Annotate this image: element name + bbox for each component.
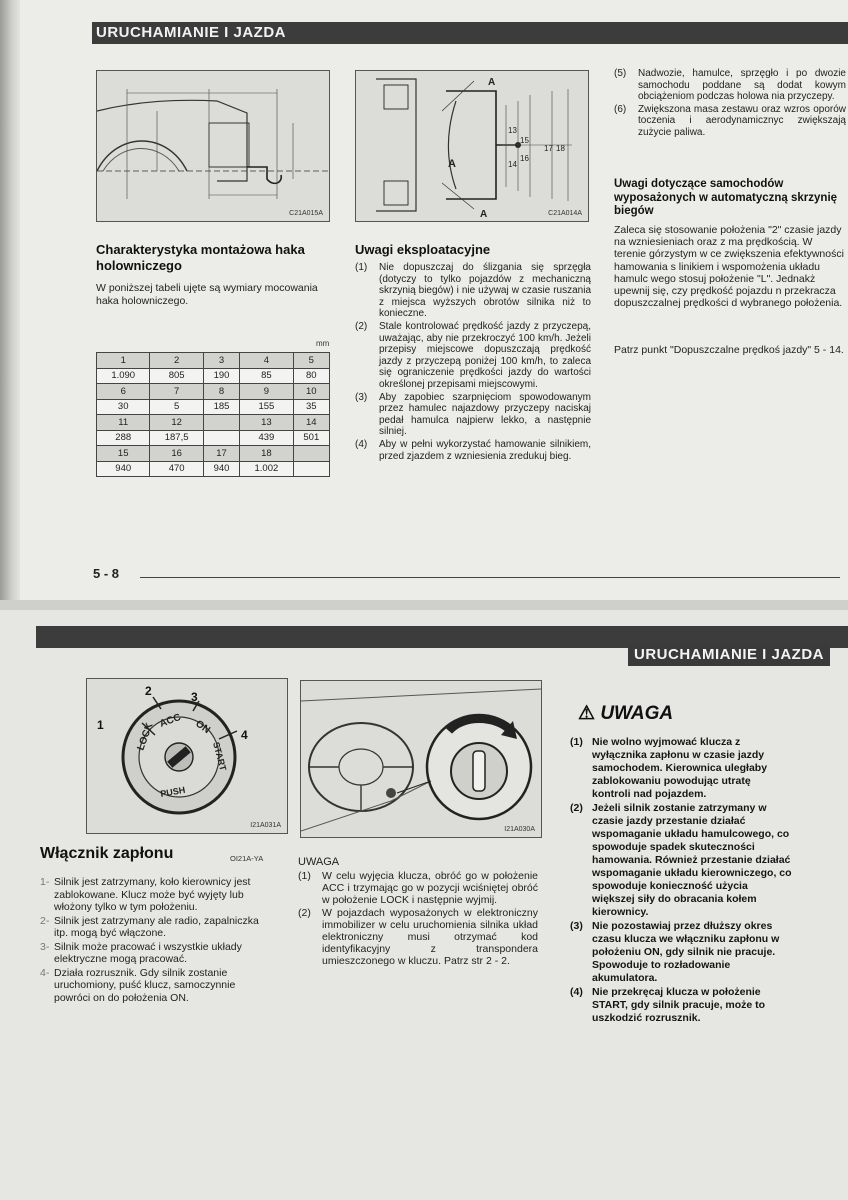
table-row xyxy=(97,461,330,477)
item-text: Działa rozrusznik. Gdy silnik zostanie uruchomiony, puść klucz, samoczynnie powróci on do położenia ON. xyxy=(54,966,236,1004)
ignition-switch-figure xyxy=(86,678,288,834)
automatic-gearbox-text: Zaleca się stosowanie położenia "2" czasie jazdy na wzniesieniach oraz z ma prędkością. W terenie górzystym w ce zwiększenia efektywności hamowania s linikiem i wspomożenia układu hamulc wego stosuj położenie "L". Jednakż upewnij się, czy prędkość pojazdu n przekracza dopuszczalnej prędkości d wybranego położenia. xyxy=(614,224,844,310)
ignition-heading: Włącznik zapłonu xyxy=(40,845,174,862)
fig3-label-4: 4 xyxy=(241,728,248,742)
table-row xyxy=(97,446,330,462)
item-number: 4- xyxy=(40,966,50,979)
item-text: Nie wolno wyjmować klucza z wyłącznika zapłonu w czasie jazdy samochodem. Kierownica uległaby zablokowaniu powodując utratę kontroli nad pojazdem. xyxy=(592,736,768,800)
table-cell xyxy=(203,415,239,431)
table-cell: 470 xyxy=(150,461,203,477)
fig2-label-15: 15 xyxy=(520,136,529,145)
list-item xyxy=(355,439,591,462)
item-number: (3) xyxy=(570,920,583,932)
table-row xyxy=(97,368,330,384)
item-number: (3) xyxy=(355,391,368,403)
list-item xyxy=(40,967,272,1005)
dashboard-key-figure xyxy=(300,680,542,838)
table-row xyxy=(97,353,330,369)
warning-list xyxy=(570,736,792,1026)
table-cell: 30 xyxy=(97,399,150,415)
table-cell: 85 xyxy=(240,368,293,384)
list-item xyxy=(614,68,846,103)
fig2-label-a-mid: A xyxy=(448,158,456,170)
note-heading: UWAGA xyxy=(298,856,340,868)
item-number: (1) xyxy=(570,736,583,748)
warning-title-text: UWAGA xyxy=(600,703,674,724)
fig2-label-a-bottom: A xyxy=(480,209,488,220)
list-item xyxy=(40,941,272,966)
fig3-label-1: 1 xyxy=(97,718,104,732)
note-list xyxy=(298,870,538,968)
tow-hook-top-figure xyxy=(355,70,589,222)
switch-push-label: PUSH xyxy=(159,784,186,799)
item-text: W pojazdach wyposażonych w elektroniczny immobilizer w celu uruchomienia silnika układ elektroniczny musi otrzymać kod identyfikacyjny z transpondera umieszczonego w kluczu. Patrz str 2 - 2. xyxy=(322,907,538,967)
warning-title xyxy=(578,702,673,725)
fig2-label-14: 14 xyxy=(508,160,517,169)
item-number: 2- xyxy=(40,914,50,927)
fig2-label-18: 18 xyxy=(556,144,565,153)
table-cell: 12 xyxy=(150,415,203,431)
list-item xyxy=(570,920,792,985)
table-cell: 155 xyxy=(240,399,293,415)
item-number: (1) xyxy=(355,262,368,273)
item-number: (1) xyxy=(298,870,311,882)
item-text: Silnik może pracować i wszystkie układy elektryczne mogą pracować. xyxy=(54,940,242,965)
fig3-label-2: 2 xyxy=(145,684,152,698)
figure-code: I21A030A xyxy=(504,826,535,833)
item-number: (5) xyxy=(614,68,627,79)
fig2-label-a-top: A xyxy=(488,77,496,88)
table-cell: 8 xyxy=(203,384,239,400)
page-gap xyxy=(0,600,848,610)
table-cell: 18 xyxy=(240,446,293,462)
table-cell: 439 xyxy=(240,430,293,446)
item-number: (4) xyxy=(355,438,368,450)
table-cell: 4 xyxy=(240,353,293,369)
table-cell: 7 xyxy=(150,384,203,400)
ignition-positions-list xyxy=(40,876,272,1005)
switch-pos-start: START xyxy=(211,740,229,772)
item-text: Nadwozie, hamulce, sprzęgło i po dwozie samochodu poddane są dodat kowym obciążeniom podczas holowa nia przyczepy. xyxy=(638,68,846,103)
list-item xyxy=(40,915,272,940)
item-text: Nie dopuszczaj do ślizgania się sprzęgła (dotyczy to tylko pojazdów z mechaniczną skrzynią biegów) i nie używaj w czasie ruszania z miejsca wyższych obrotów silnika niż to konieczne. xyxy=(379,262,591,320)
item-number: 1- xyxy=(40,876,50,888)
table-cell: 15 xyxy=(97,446,150,462)
item-text: Stale kontrolować prędkość jazdy z przyczepą, uważając, aby nie przekroczyć 100 km/h. Jeżeli przepisy miejscowe dopuszczają prędkość jazdy z przyczepą poniżej 100 km/h, to zaleca się ograniczenie prędkości jazdy do wartości określonej przepisami miejscowymi. xyxy=(379,320,591,390)
fig3-label-3: 3 xyxy=(191,690,198,704)
list-item xyxy=(298,907,538,967)
item-text: Nie przekręcaj klucza w położenie START, gdy silnik pracuje, może to uszkodzić rozrusznik. xyxy=(592,986,766,1024)
table-cell: 17 xyxy=(203,446,239,462)
switch-pos-lock: LOCK xyxy=(135,721,156,753)
operating-notes-heading: Uwagi eksploatacyjne xyxy=(355,242,491,257)
ignition-code: OI21A-YA xyxy=(230,854,264,863)
switch-pos-acc: ACC xyxy=(158,712,183,730)
table-cell: 11 xyxy=(97,415,150,431)
item-number: (6) xyxy=(614,103,627,115)
table-cell xyxy=(203,430,239,446)
list-item xyxy=(570,736,792,801)
item-text: W celu wyjęcia klucza, obróć go w położenie ACC i trzymając go w pozycji wciśniętej obróć w położenie LOCK i następnie wyjmij. xyxy=(322,870,538,906)
table-row xyxy=(97,384,330,400)
section-header: URUCHAMIANIE I JAZDA xyxy=(96,24,286,41)
list-item xyxy=(355,321,591,391)
table-row xyxy=(97,399,330,415)
list-item xyxy=(614,104,846,139)
item-number: 3- xyxy=(40,940,50,953)
table-cell: 2 xyxy=(150,353,203,369)
table-cell: 190 xyxy=(203,368,239,384)
warning-triangle-icon: ⚠ xyxy=(578,703,596,724)
table-cell: 80 xyxy=(293,368,329,384)
item-number: (2) xyxy=(355,320,368,332)
table-cell: 9 xyxy=(240,384,293,400)
automatic-gearbox-heading: Uwagi dotyczące samochodów wyposażonych w automatyczną skrzynię biegów xyxy=(614,178,838,217)
table-cell: 10 xyxy=(293,384,329,400)
table-cell: 187,5 xyxy=(150,430,203,446)
table-cell: 16 xyxy=(150,446,203,462)
item-text: Aby zapobiec szarpnięciom spowodowanym przez hamulec najazdowy przyczepy naciskaj pedał hamulca najpierw lekko, a następnie silniej. xyxy=(379,391,591,438)
table-cell: 940 xyxy=(203,461,239,477)
list-item xyxy=(355,262,591,320)
list-item xyxy=(570,802,792,919)
page-number: 5 - 8 xyxy=(93,566,120,581)
manual-page-bottom xyxy=(0,600,848,1200)
operating-notes-list xyxy=(355,262,591,463)
table-cell: 5 xyxy=(293,353,329,369)
table-cell: 6 xyxy=(97,384,150,400)
table-row xyxy=(97,430,330,446)
switch-pos-on: ON xyxy=(193,718,212,737)
tow-hook-top-drawing xyxy=(356,71,588,221)
table-unit: mm xyxy=(316,339,330,348)
fig2-label-17: 17 xyxy=(544,144,553,153)
list-item xyxy=(298,870,538,906)
right-notes-list xyxy=(614,68,846,140)
table-cell: 185 xyxy=(203,399,239,415)
item-number: (2) xyxy=(298,907,311,919)
table-cell: 940 xyxy=(97,461,150,477)
table-cell: 1.002 xyxy=(240,461,293,477)
tow-hook-dimensions-table xyxy=(96,352,330,477)
figure-code: I21A031A xyxy=(250,822,281,829)
footer-rule xyxy=(140,577,840,578)
fig2-label-16: 16 xyxy=(520,154,529,163)
item-text: Silnik jest zatrzymany ale radio, zapalniczka itp. mogą być włączone. xyxy=(54,914,259,939)
automatic-gearbox-ref: Patrz punkt "Dopuszczalne prędkoś jazdy" 5 - 14. xyxy=(614,344,844,356)
item-number: (4) xyxy=(570,986,583,998)
table-cell: 13 xyxy=(240,415,293,431)
table-cell: 14 xyxy=(293,415,329,431)
table-row xyxy=(97,415,330,431)
table-cell: 1.090 xyxy=(97,368,150,384)
table-cell: 3 xyxy=(203,353,239,369)
item-text: Zwiększona masa zestawu oraz wzros oporów toczenia i aerodynamicznyc zwiększają zużycie paliwa. xyxy=(638,103,846,138)
figure-code: C21A014A xyxy=(548,210,582,217)
dashboard-key-drawing xyxy=(301,681,541,837)
table-cell: 288 xyxy=(97,430,150,446)
tow-hook-side-figure xyxy=(96,70,330,222)
table-cell: 1 xyxy=(97,353,150,369)
figure-code: C21A015A xyxy=(289,210,323,217)
item-text: Silnik jest zatrzymany, koło kierownicy jest zablokowane. Klucz może być wyjęty lub włożony tylko w tym położeniu. xyxy=(54,876,251,913)
list-item xyxy=(355,392,591,438)
tow-hook-intro: W poniższej tabeli ujęte są wymiary mocowania haka holowniczego. xyxy=(96,282,318,307)
tow-hook-heading: Charakterystyka montażowa haka holowniczego xyxy=(96,242,305,273)
table-cell xyxy=(293,461,329,477)
ignition-switch-drawing xyxy=(87,679,287,833)
tow-hook-side-drawing xyxy=(97,71,329,221)
item-text: Jeżeli silnik zostanie zatrzymany w czasie jazdy przestanie działać wspomaganie układu hamulcowego, co spowoduje spadek skuteczności hamowania. Również przestanie działać wspomaganie układu kierowniczego, co spowoduje konieczność użycia większej siły do obracania kołem kierownicy. xyxy=(592,802,792,918)
table-cell xyxy=(293,446,329,462)
item-number: (2) xyxy=(570,802,583,814)
list-item xyxy=(40,876,272,914)
item-text: Aby w pełni wykorzystać hamowanie silnikiem, przed zjazdem z wzniesienia zredukuj bieg. xyxy=(379,438,591,462)
page-spine-shadow xyxy=(0,0,20,600)
table-cell: 805 xyxy=(150,368,203,384)
table-cell: 5 xyxy=(150,399,203,415)
list-item xyxy=(570,986,792,1025)
fig2-label-13: 13 xyxy=(508,126,517,135)
table-cell: 501 xyxy=(293,430,329,446)
table-cell: 35 xyxy=(293,399,329,415)
section-header: URUCHAMIANIE I JAZDA xyxy=(628,644,830,666)
item-text: Nie pozostawiaj przez dłuższy okres czasu klucza we włączniku zapłonu w położeniu ON, gdy silnik nie pracuje. Spowoduje to rozładowanie akumulatora. xyxy=(592,920,780,984)
